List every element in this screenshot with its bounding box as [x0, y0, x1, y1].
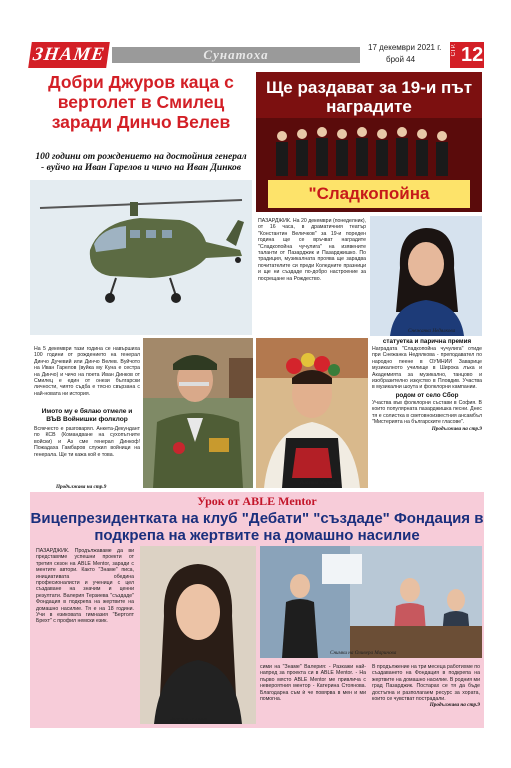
- award-subhead: статуетка и парична премия: [382, 338, 472, 345]
- mentor-body-1: ПАЗАРДЖИК. Продължаваме да ви представяме успешни проекти от третия сезон на ABLE Mentor, заради с ментите автори. Както "Знаме" писа, инициативата обедина професионалисти и ученици с цел създаване на значим и ценни резултати. Валерия Терзиева "създаде" Фондация в подкрепа на жертвите на домашно насилие. Тя е на 18 години. Учи в езиковата гимназия "Бертолт Брехт" с профил немски език.: [36, 548, 134, 625]
- mentor-column-3: [372, 664, 480, 724]
- award-subhead-2: родом от село Сбор: [395, 391, 459, 399]
- student-caption: Валерия Терзиева: [170, 716, 209, 722]
- mentor-continued-note: Продължава на стр.9: [429, 702, 480, 709]
- award-body-1: Наградата "Сладкопойна чучулига" отиде при Снежанка Недялкова - преподавател по народно пеене в ОУМНИИ Заварице музикалното училище в Широка лъка и Академията за музикално, танцово и изобразително изкуство в Пловдив. Участва в музикални шоута и фолклорни кампании.: [372, 346, 482, 391]
- student-portrait-photo: [140, 546, 256, 724]
- singer-portrait-photo: [370, 216, 482, 336]
- article-headline: Добри Джуров каца с вертолет в Смилец заради Динчо Велев: [48, 72, 234, 132]
- page-label: СТР.: [451, 44, 457, 57]
- article-subheadline: 100 години от рождението на достойния генерал - вуйчо на Иван Гарелов и чичо на Иван Динков: [35, 152, 247, 173]
- singer-caption: Снежанка Недялкова: [408, 328, 456, 334]
- mentor-body-2: сими на "Знаме" Валерия: - Разкажи най-напред за проекта си в ABLE Mentor. - На първо място ABLE Mentor ме привлича с невероятния ментор - Катерина Стоянова. Благодарна съм ѝ че повярва в мен и ми помогна.: [260, 664, 366, 703]
- page-number: 12: [461, 44, 484, 66]
- newspaper-logo: ЗНАМЕ: [28, 42, 110, 68]
- mentor-headline: Вицепрезидентката на клуб "Дебати" "създаде" Фондация в подкрепа на жертвите на домашно насилие: [30, 510, 484, 544]
- award-body-2: Участва във фолклорни състави в София. В които популярната пазарджишка песни. Днес тя е солистка в световноизвестния ансамбъл "Мистерията на българските гласове".: [372, 399, 482, 426]
- helicopter-illustration: [30, 180, 252, 335]
- article-body-2: Всякчесто е разговарял. Анкета-Декундант по КСВ (Командване на сухопътните войски) и Аз сме генерал Динкоф! Пожадаха Гамбаров служил войници на генерала. Ще ти кажа кой е това.: [34, 426, 140, 458]
- section-title: Сунатоха: [203, 47, 269, 62]
- page-header: [30, 42, 484, 68]
- folk-singer-caption: Виолина Маринова: [300, 480, 342, 486]
- general-portrait-photo: [143, 338, 253, 488]
- student-portrait-illustration: [140, 546, 256, 724]
- award-title-banner: "Сладкопойна: [268, 180, 470, 208]
- folk-singer-illustration: [256, 338, 368, 488]
- general-portrait-illustration: [143, 338, 253, 488]
- classroom-illustration: [260, 546, 482, 658]
- mentor-kicker: Урок от ABLE Mentor: [197, 494, 317, 508]
- classroom-photo: [260, 546, 482, 658]
- issue-date: 17 декември 2021 г.: [368, 43, 442, 52]
- continued-note: Продължава на стр.9: [56, 484, 107, 490]
- award-article: [372, 338, 482, 432]
- article-subhead: Имото му е бялаю отмеле и ВЪВ Войнишки фолклор: [41, 408, 133, 423]
- article-body: На 5 декември тази година се навършиха 100 години от рождението на генерал Динчо Дучевий или Динчо Велев. Вуйчото на Иван Гарелов (вуйка му Куна е сестра на Динчо) и чичо на поета Иван Динков от Смилец е един от онези български личности, чиято съдба е тясно свързана с най-новата ни история.: [34, 346, 140, 397]
- folk-singer-photo: [256, 338, 368, 488]
- awards-banner: [256, 72, 482, 212]
- singer-portrait-illustration: [370, 216, 482, 336]
- awards-headline: Ще раздават за 19-и път наградите: [265, 78, 473, 116]
- mentor-section: [30, 492, 484, 728]
- page-number-box: [450, 42, 484, 68]
- mentor-body-3: В продължение на три месеца работихме по създаването на Фондация в подкрепа на жертвите на домашно насилие. В родния ми град Пазарджик. Постарах се тя да бъде достъпна и разполагаем ресурс за хората, които се чувстват пострадали.: [372, 664, 480, 703]
- issue-number: брой 44: [386, 55, 416, 64]
- section-band: [112, 47, 360, 63]
- helicopter-photo: [30, 180, 252, 335]
- award-continued-note: Продължава на стр.9: [431, 426, 482, 433]
- classroom-caption: Снимки на Оливера Маринова: [330, 650, 397, 656]
- awards-article-body: ПАЗАРДЖИК. На 20 декември (понеделник), от 16 часа, в драматичния театър "Константин Величков" за 19-и пореден година ще се връчват наградите "Сладкопойна чучулига" на изявените таланти от Пазарджик и Пазарджишко. По традиция, музикалната проява ще зарадва почитателите си преди Коледните празници и ще ни създаде по-добро настроение за посрещане на Рождество.: [258, 218, 366, 282]
